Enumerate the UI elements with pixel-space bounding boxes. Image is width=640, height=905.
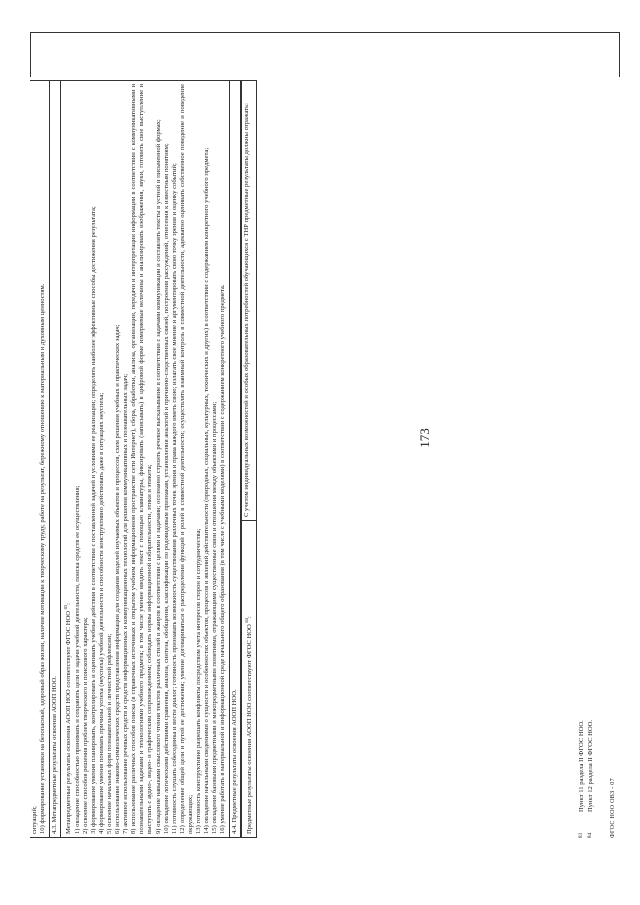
- footnote: [577, 720, 586, 838]
- document-content: [30, 28, 257, 838]
- section-4-3-title: 4.3. Метапредметные результаты освоения АООП НОО.: [50, 80, 61, 838]
- table-right-column: [30, 32, 620, 77]
- page-number: 173: [417, 428, 432, 448]
- section-4-3-item: 2) освоение способов решения проблем творческого и поискового характера;: [81, 617, 89, 834]
- section-4-4-title: 4.4. Предметные результаты освоения АООП НОО.: [230, 80, 241, 838]
- section-4-3-item: 8) использование различных способов поиска (в справочных источниках и открытом учебном информационном пространстве сети Интернет), сбора, обработки, анализа, организации, передачи и интерпретации информации в соответствии с коммуникативными и познавательными задачами и технологиями учебного предмета; в том числе умение вводить текст с помощью клавиатуры, фиксировать (записывать) в цифровой форме измеряемые величины и анализировать изображения, звуки, готовить свое выступление и выступать с аудио-, видео- и графическим сопровождением; соблюдать нормы информационной избирательности, этики и этикета;: [130, 84, 154, 834]
- section-4-3-item: 12) определение общей цели и путей ее достижения; умение договариваться о распределении функций и ролей в совместной деятельности; осуществлять взаимный контроль в совместной деятельности, адекватно оценивать собственное поведение и поведение окружающих;: [178, 84, 194, 834]
- footnote-mark: 83: [579, 833, 584, 838]
- section-4-3-item: 6) использование знаково-символических средств представления информации для создания моделей изучаемых объектов и процессов, схем решения учебных и практических задач;: [114, 324, 122, 834]
- section-4-3-body: [61, 80, 230, 838]
- continuation-block: [30, 80, 50, 838]
- section-4-3-item: 9) овладение навыками смыслового чтения текстов различных стилей и жанров в соответствии с целями и задачами; осознанно строить речевое высказывание в соответствии с задачами коммуникации и составлять тексты в устной и письменной формах;: [154, 119, 162, 834]
- section-4-3-item: 10) овладение логическими действиями сравнения, анализа, синтеза, обобщения, классификации по родовидовым признакам, установления аналогий и причинно-следственных связей, построения рассуждений, отнесения к известным понятиям;: [162, 143, 170, 834]
- footnotes: [577, 720, 595, 838]
- section-4-3-item: 1) овладение способностью принимать и сохранять цели и задачи учебной деятельности, поиска средств ее осуществления;: [73, 485, 81, 834]
- footnote-ref-83: 83: [63, 604, 69, 610]
- section-4-3-item: 7) активное использование речевых средств и средств информационных и коммуникационных технологий для решения коммуникативных и познавательных задач;: [122, 373, 130, 834]
- footnote-text: Пункт 11 раздела II ФГОС НОО.: [578, 720, 585, 812]
- section-4-3-intro: Метапредметные результаты освоения АООП НОО соответствуют ФГОС НОО $^{83}$:: [63, 602, 73, 834]
- footnote: [586, 720, 595, 838]
- continuation-lead: ситуаций;: [31, 806, 38, 834]
- continuation-item-10: 10) формирование установки на безопасный, здоровый образ жизни, наличие мотивации к творческому труду, работе на результат, бережному отношению к материальным и духовным ценностям.: [39, 283, 47, 834]
- section-4-4-right-cell: С учетом индивидуальных возможностей и особых образовательных потребностей обучающихся с ТНР предметные результаты должны отражать:: [242, 81, 256, 521]
- section-4-3-item: 4) формирование умения понимать причины успеха (неуспеха) учебной деятельности и способности конструктивно действовать даже в ситуациях неуспеха;: [97, 392, 105, 834]
- footnote-text: Пункт 12 раздела II ФГОС НОО.: [587, 719, 594, 812]
- section-4-3-item: 14) овладение начальными сведениями о сущности и особенностях объектов, процессов и явлений действительности (природных, социальных, культурных, технических и других) в соответствии с содержанием конкретного учебного предмета;: [203, 147, 211, 834]
- section-4-3-item: 3) формирование умения планировать, контролировать и оценивать учебные действия в соответствии с поставленной задачей и условиями ее реализации; определять наиболее эффективные способы достижения результата;: [89, 206, 97, 834]
- rotated-page: [22, 8, 632, 888]
- document-code: ФГОС НОО ОВЗ - 07: [610, 778, 616, 838]
- section-4-3-item: 15) овладение базовыми предметными и межпредметными понятиями, отражающими существенные связи и отношения между объектами и процессами;: [211, 401, 219, 834]
- section-4-3-item: 16) умение работать в материальной и информационной среде начального общего образования (в том числе с учебными моделями) в соответствии с содержанием конкретного учебного предмета.: [219, 284, 227, 834]
- section-4-4-table: [241, 80, 256, 838]
- table-row: [242, 81, 256, 838]
- section-4-3-item: 13) готовность конструктивно разрешать конфликты посредством учета интересов сторон и сотрудничества;: [194, 528, 202, 834]
- footnote-ref-84: 84: [244, 618, 250, 623]
- section-4-3-item: 11) готовность слушать собеседника и вести диалог; готовность признавать возможность существования различных точек зрения и права каждого иметь свою; излагать свое мнение и аргументировать свою точку зрения и оценку событий;: [170, 163, 178, 834]
- section-4-3-item: 5) освоение начальных форм познавательной и личностной рефлексии;: [105, 633, 113, 834]
- section-4-4-left-cell: Предметные результаты освоения АООП НОО соответствуют ФГОС НОО $^{84}$:: [242, 521, 256, 838]
- footnote-mark: 84: [588, 833, 593, 838]
